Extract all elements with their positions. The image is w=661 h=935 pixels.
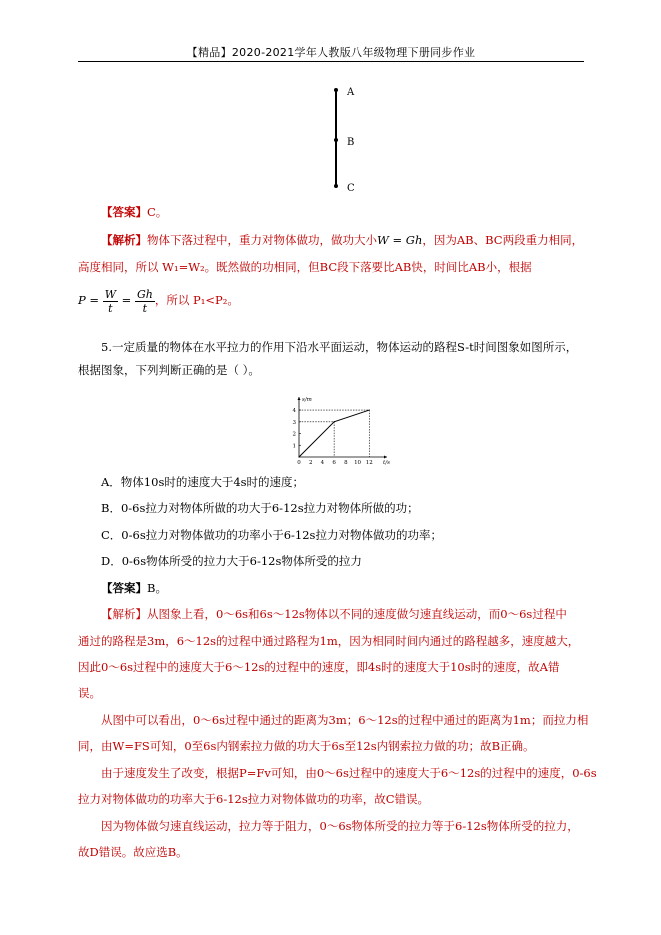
option-a: A．物体10s时的速度大于4s时的速度； xyxy=(101,475,305,489)
option-d: D．0-6s物体所受的拉力大于6-12s物体所受的拉力 xyxy=(101,554,362,568)
frac-num: Gh xyxy=(136,287,153,301)
x-tick-label: 4 xyxy=(320,460,325,466)
q5-analysis-line: 误。 xyxy=(78,686,101,700)
answer-value: C。 xyxy=(147,205,168,219)
q5-answer xyxy=(101,580,167,596)
fraction-w-over-t xyxy=(103,288,118,315)
distance-time-chart xyxy=(285,395,395,471)
q5-analysis-line: 拉力对物体做功的功率大于6-12s拉力对物体做功的功率，故C错误。 xyxy=(78,792,430,806)
q5-analysis-line: 因为物体做匀速直线运动，拉力等于阻力，0～6s物体所受的拉力等于6-12s物体所受的拉力， xyxy=(101,819,579,833)
q4-analysis-line1 xyxy=(101,232,583,248)
x-axis-label: t/s xyxy=(383,460,390,466)
q5-analysis-line: 故D错误。故应选B。 xyxy=(78,845,188,859)
y-axis-arrow xyxy=(298,397,301,400)
data-point xyxy=(369,409,370,410)
header-divider xyxy=(78,61,584,62)
x-tick-label: 2 xyxy=(308,460,313,466)
y-tick-label: 2 xyxy=(292,431,296,438)
q5-analysis-line: 【解析】从图象上看，0～6s和6s～12s物体以不同的速度做匀速直线运动，而0～6s过程中 xyxy=(101,607,567,621)
analysis-text: 物体下落过程中，重力对物体做功，做功大小 xyxy=(147,233,377,247)
label-b: B xyxy=(347,137,355,148)
y-tick-label: 3 xyxy=(292,419,296,426)
answer-tag: 【答案】 xyxy=(101,581,147,595)
q4-analysis-line2: 高度相同，所以 W₁=W₂。既然做的功相同，但BC段下落要比AB快，时间比AB小，根据 xyxy=(78,260,532,274)
y-axis-label: s/m xyxy=(302,397,312,403)
q5-analysis-line: 因此0～6s过程中的速度大于6～12s的过程中的速度，即4s时的速度大于10s时的速度，故A错 xyxy=(78,660,560,674)
x-tick-label: 8 xyxy=(344,460,348,466)
point-a xyxy=(334,88,338,92)
option-b: B．0-6s拉力对物体所做的功大于6-12s拉力对物体所做的功； xyxy=(101,501,419,515)
q5-analysis-line: 通过的路程是3m，6～12s的过程中通过路程为1m，因为相同时间内通过的路程越多，速度越大， xyxy=(78,634,580,648)
x-axis-arrow xyxy=(384,456,387,459)
frac-num: W xyxy=(104,287,116,301)
frac-den: t xyxy=(142,301,148,315)
data-point xyxy=(334,421,335,422)
answer-tag: 【答案】 xyxy=(101,205,147,219)
option-c: C．0-6s拉力对物体做功的功率小于6-12s拉力对物体做功的功率； xyxy=(101,528,442,542)
point-b xyxy=(334,138,338,142)
falling-object-diagram xyxy=(328,84,368,194)
y-tick-label: 4 xyxy=(292,408,296,415)
q5-stem-line1: 5.一定质量的物体在水平拉力的作用下沿水平面运动，物体运动的路程S-t时间图象如图所示， xyxy=(101,340,578,354)
x-tick-label: 0 xyxy=(297,460,301,466)
analysis-text: ，所以 P₁<P₂。 xyxy=(154,293,239,307)
y-tick-label: 1 xyxy=(292,443,296,450)
analysis-tag: 【解析】 xyxy=(101,233,147,247)
page-header: 【精品】2020-2021学年人教版八年级物理下册同步作业 xyxy=(186,46,476,59)
answer-value: B。 xyxy=(147,581,167,595)
q5-analysis-line: 由于速度发生了改变，根据P=Fv可知，由0～6s过程中的速度大于6～12s的过程中的速度，0-6s xyxy=(101,766,597,780)
point-c xyxy=(334,184,338,188)
label-a: A xyxy=(347,87,355,98)
q4-answer xyxy=(101,204,167,220)
q4-analysis-line3 xyxy=(78,286,239,315)
q5-analysis-line: 同，由W=FS可知，0至6s内钢索拉力做的功大于6s至12s内钢索拉力做的功；故B正确。 xyxy=(78,739,535,753)
equals-sign: = xyxy=(121,293,132,307)
data-point xyxy=(298,456,299,457)
label-c: C xyxy=(347,183,355,194)
q5-analysis-line: 从图中可以看出，0～6s过程中通过的距离为3m；6～12s的过程中通过的距离为1m；而拉力相 xyxy=(101,713,589,727)
frac-den: t xyxy=(108,301,113,315)
formula-p: P = xyxy=(78,293,100,307)
q5-stem-line2: 根据图象，下列判断正确的是（ ）。 xyxy=(78,363,260,377)
x-tick-label: 12 xyxy=(365,460,373,466)
x-tick-label: 6 xyxy=(332,460,336,466)
fraction-gh-over-t xyxy=(135,288,155,315)
x-tick-label: 10 xyxy=(354,460,362,466)
formula-w: W = Gh xyxy=(377,233,423,247)
analysis-text: ，因为AB、BC两段重力相同， xyxy=(422,233,584,247)
